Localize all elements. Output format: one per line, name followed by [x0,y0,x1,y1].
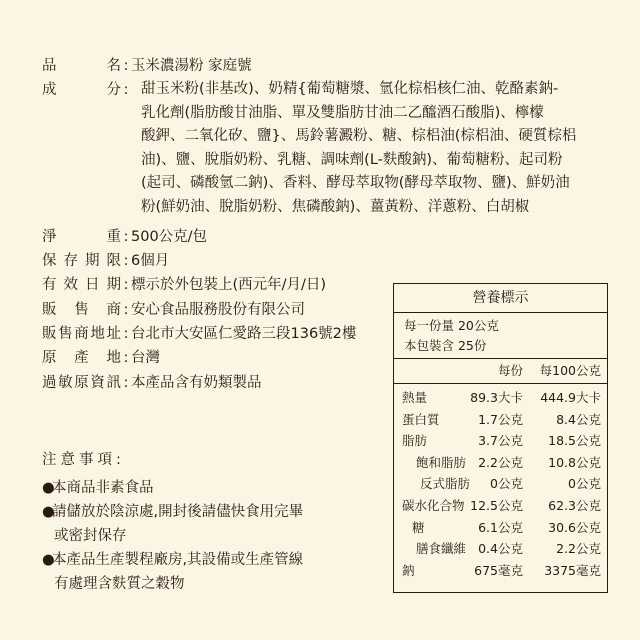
spec-ingredients-row: 成 分 : [42,78,131,102]
ingredients-line: 油)、鹽、脫脂奶粉、乳糖、調味劑(L-麩酸鈉)、葡萄糖粉、起司粉 [141,151,563,168]
spec-seller-address-row: 販 售 商 地 址 : 台北市大安區仁愛路三段136號2樓 [42,322,356,346]
spec-net-weight-row: 淨 重 : 500公克/包 [42,225,207,249]
nutrition-row [394,538,607,560]
spec-seller-address-label: 販 售 商 地 址 [42,326,121,342]
note-text: 本商品非素食品 [52,480,154,496]
nutrient-per-serving: 675毫克 [474,562,523,578]
spec-allergen-label: 過 敏 原 資 訊 [42,375,121,391]
note-item [42,476,303,500]
nutrition-row [394,560,607,582]
spec-net-weight-value: 500公克/包 [131,229,208,245]
nutrition-rows [394,384,607,581]
spec-expiry-value: 標示於外包裝上(西元年/月/日) [131,277,327,293]
spec-seller-value: 安心食品服務股份有限公司 [131,302,305,318]
nutrient-name: 膳食纖維 [416,541,467,557]
nutrient-per-100g: 3375毫克 [544,562,601,578]
spec-shelf-life-label: 保 存 期 限 [42,253,121,269]
spec-ingredients-label: 成 分 [42,82,121,98]
bullet-icon: ● [42,504,55,520]
nutrient-per-serving: 89.3大卡 [470,390,523,405]
nutrient-per-100g: 8.4公克 [556,411,601,427]
nutrition-row [394,409,607,431]
note-text: 有處理含麩質之穀物 [54,576,185,592]
nutrient-per-serving: 0公克 [490,476,523,492]
spec-allergen-value: 本產品含有奶類製品 [131,375,262,391]
nutrient-name: 熱量 [402,390,428,405]
nutrition-row [394,452,607,474]
nutrient-per-serving: 6.1公克 [478,519,523,535]
spec-net-weight-label: 淨 重 [42,229,121,245]
nutrition-row [394,473,607,495]
nutrition-servings: 本包裝含 25份 [404,338,487,353]
nutrient-name: 鈉 [402,562,415,578]
col-per-100g: 每100公克 [539,363,601,378]
ingredients-line: 甜玉米粉(非基改)、奶精{葡萄糖漿、氫化棕梠核仁油、乾酪素鈉- [141,81,559,97]
spec-name-value: 玉米濃湯粉 家庭號 [131,58,252,74]
col-per-serving: 每份 [497,363,523,378]
nutrition-row [394,517,607,539]
nutrient-name: 反式脂肪 [420,476,471,492]
spec-seller-label: 販 售 商 [42,302,121,318]
nutrient-per-100g: 444.9大卡 [540,390,601,405]
spec-seller-address-value: 台北市大安區仁愛路三段136號2樓 [131,326,357,342]
spec-origin-label: 原 產 地 [42,350,121,366]
spec-origin-value: 台灣 [131,350,160,366]
spec-expiry-label: 有 效 日 期 [42,277,121,293]
nutrient-per-100g: 62.3公克 [548,497,601,513]
nutrient-name: 蛋白質 [402,411,440,427]
note-item [42,500,303,524]
bullet-icon: ● [42,552,55,568]
note-item-continuation [42,572,303,596]
spec-expiry-row: 有 效 日 期 : 標示於外包裝上(西元年/月/日) [42,273,326,297]
spec-allergen-row: 過 敏 原 資 訊 : 本產品含有奶類製品 [42,371,262,395]
nutrient-name: 碳水化合物 [402,497,465,513]
nutrient-name: 飽和脂肪 [416,454,467,470]
nutrient-per-100g: 30.6公克 [548,519,601,535]
nutrient-per-serving: 2.2公克 [478,454,523,470]
nutrient-name: 脂肪 [402,433,428,449]
nutrient-per-serving: 12.5公克 [470,497,523,513]
note-item-continuation [42,524,303,548]
nutrition-serving-info [394,313,607,359]
ingredients-text [141,78,576,220]
spec-seller-row: 販 售 商 : 安心食品服務股份有限公司 [42,298,305,322]
note-text: 或密封保存 [54,528,127,544]
bullet-icon: ● [42,480,55,496]
nutrient-per-100g: 10.8公克 [548,454,601,470]
nutrient-per-100g: 0公克 [568,476,601,492]
nutrient-per-100g: 2.2公克 [556,541,601,557]
spec-origin-row: 原 產 地 : 台灣 [42,346,160,370]
nutrition-serving-size: 每一份量 20公克 [404,318,499,333]
ingredients-line: 乳化劑(脂肪酸甘油脂、單及雙脂肪甘油二乙醯酒石酸脂)、檸檬 [141,104,544,121]
nutrient-name: 糖 [412,519,425,535]
nutrition-row [394,495,607,517]
ingredients-line: 酸鉀、二氧化矽、鹽}、馬鈴薯澱粉、糖、棕梠油(棕梠油、硬質棕梠 [141,128,577,145]
nutrient-per-serving: 1.7公克 [478,411,523,427]
spec-name-row: 品 名 : 玉米濃湯粉 家庭號 [42,54,252,78]
spec-name-label: 品 名 [42,58,121,74]
notes-section [42,448,303,596]
notes-list [42,476,303,596]
nutrient-per-serving: 3.7公克 [478,433,523,449]
spec-shelf-life-value: 6個月 [131,253,170,269]
ingredients-line: (起司、磷酸氫二鈉)、香料、酵母萃取物(酵母萃取物、鹽)、鮮奶油 [141,175,570,192]
nutrition-title: 營養標示 [394,284,607,313]
nutrition-facts-table [393,283,608,593]
spec-shelf-life-row: 保 存 期 限 : 6個月 [42,249,169,273]
note-item [42,548,303,572]
notes-title: 注意事項: [42,452,125,468]
note-text: 請儲放於陰涼處,開封後請儘快食用完畢 [52,504,304,520]
nutrition-row [394,430,607,452]
nutrient-per-100g: 18.5公克 [548,433,601,449]
note-text: 本產品生產製程廠房,其設備或生產管線 [52,552,304,568]
nutrition-column-header [394,359,607,384]
nutrition-row [394,387,607,409]
nutrient-per-serving: 0.4公克 [478,541,523,557]
ingredients-line: 粉(鮮奶油、脫脂奶粉、焦磷酸鈉)、薑黃粉、洋蔥粉、白胡椒 [141,198,530,215]
